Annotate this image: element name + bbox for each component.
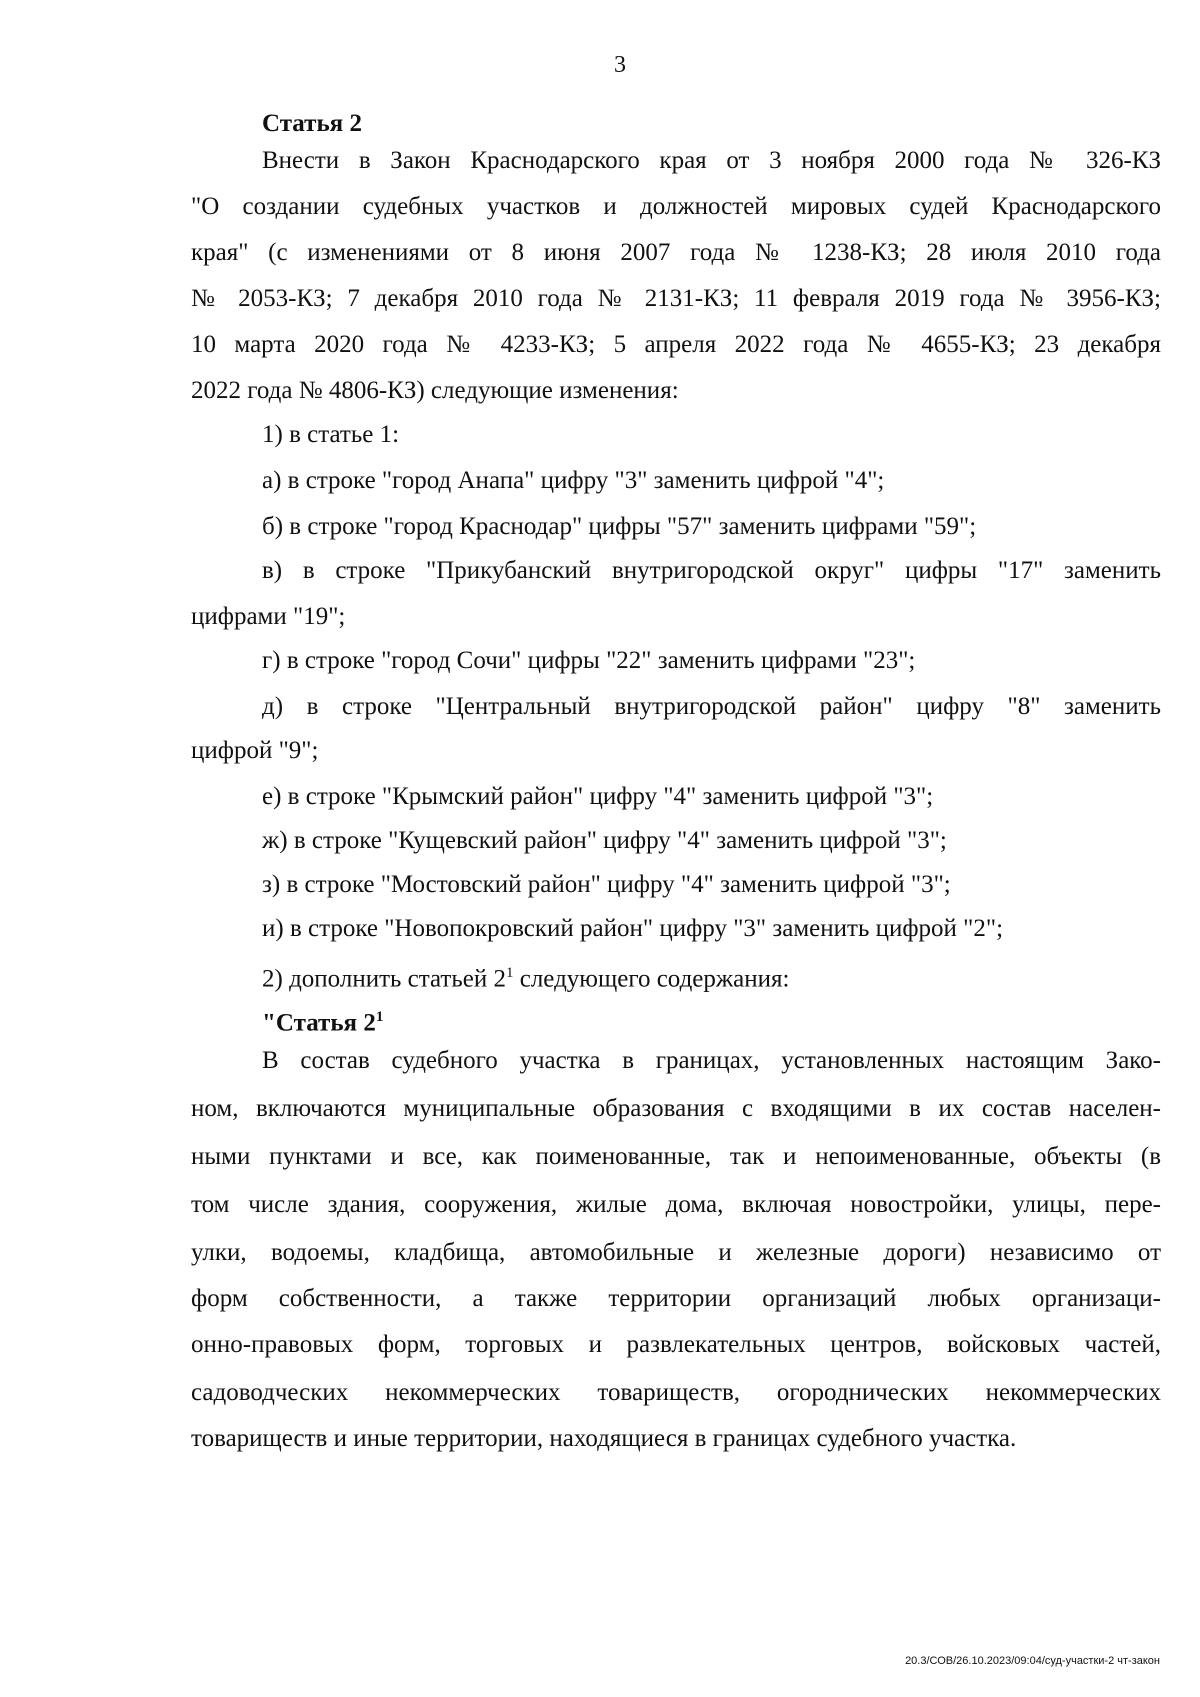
article-heading: Статья 2 — [262, 110, 362, 137]
para1-line: 2022 года № 4806-КЗ) следующие изменения: — [191, 377, 679, 404]
para2-line: товариществ и иные территории, находящиеся в границах судебного участка. — [191, 1425, 1017, 1452]
item2-text: 2) дополнить статьей 2 — [262, 965, 506, 993]
para2-line: форм собственности, а также территории организаций любых организаци- — [191, 1285, 1161, 1312]
para2-line: ными пунктами и все, как поименованные, так и непоименованные, объекты (в — [191, 1143, 1161, 1170]
para1-line: № 2053-КЗ; 7 декабря 2010 года № 2131-КЗ; 11 февраля 2019 года № 3956-КЗ; — [191, 285, 1161, 312]
item2-text-end: следующего содержания: — [513, 965, 790, 993]
para2-line: улки, водоемы, кладбища, автомобильные и железные дороги) независимо от — [191, 1239, 1161, 1266]
item2-superscript: 1 — [505, 965, 514, 981]
list-item: з) в строке "Мостовский район" цифру "4" заменить цифрой "3"; — [262, 871, 951, 898]
list-item: цифрой "9"; — [191, 737, 319, 764]
page-number: 3 — [614, 52, 626, 78]
list-item: в) в строке "Прикубанский внутригородской округ" цифры "17" заменить — [262, 557, 1161, 584]
list-item: г) в строке "город Сочи" цифры "22" заменить цифрами "23"; — [262, 647, 916, 674]
para2-line: садоводческих некоммерческих товариществ, огороднических некоммерческих — [191, 1379, 1161, 1406]
new-article-superscript: 1 — [375, 1009, 384, 1025]
para2-line: В состав судебного участка в границах, установленных настоящим Зако- — [262, 1047, 1161, 1074]
list-item: 1) в статье 1: — [262, 421, 400, 448]
list-item: ж) в строке "Кущевский район" цифру "4" заменить цифрой "3"; — [262, 827, 947, 854]
list-item: д) в строке "Центральный внутригородской район" цифру "8" заменить — [262, 693, 1161, 720]
para1-line: Внести в Закон Краснодарского края от 3 ноября 2000 года № 326-КЗ — [262, 147, 1161, 174]
new-article-heading — [262, 1002, 383, 1038]
list-item — [262, 958, 789, 994]
para1-line: 10 марта 2020 года № 4233-КЗ; 5 апреля 2022 года № 4655-КЗ; 23 декабря — [191, 331, 1161, 358]
para2-line: онно-правовых форм, торговых и развлекательных центров, войсковых частей, — [191, 1331, 1161, 1358]
new-article-title: "Статья 2 — [262, 1009, 376, 1037]
list-item: и) в строке "Новопокровский район" цифру "3" заменить цифрой "2"; — [262, 915, 1004, 942]
list-item: цифрами "19"; — [191, 603, 346, 630]
list-item: б) в строке "город Краснодар" цифры "57" заменить цифрами "59"; — [262, 513, 977, 540]
para1-line: края" (с изменениями от 8 июня 2007 года № 1238-КЗ; 28 июля 2010 года — [191, 239, 1161, 266]
footer-code: 20.3/СОВ/26.10.2023/09:04/суд-участки-2 чт-закон — [905, 1655, 1160, 1667]
para2-line: ном, включаются муниципальные образования с входящими в их состав населен- — [191, 1095, 1161, 1122]
list-item: а) в строке "город Анапа" цифру "3" заменить цифрой "4"; — [262, 467, 885, 494]
list-item: е) в строке "Крымский район" цифру "4" заменить цифрой "3"; — [262, 783, 934, 810]
para2-line: том числе здания, сооружения, жилые дома, включая новостройки, улицы, пере- — [191, 1191, 1161, 1218]
para1-line: "О создании судебных участков и должностей мировых судей Краснодарского — [191, 193, 1161, 220]
